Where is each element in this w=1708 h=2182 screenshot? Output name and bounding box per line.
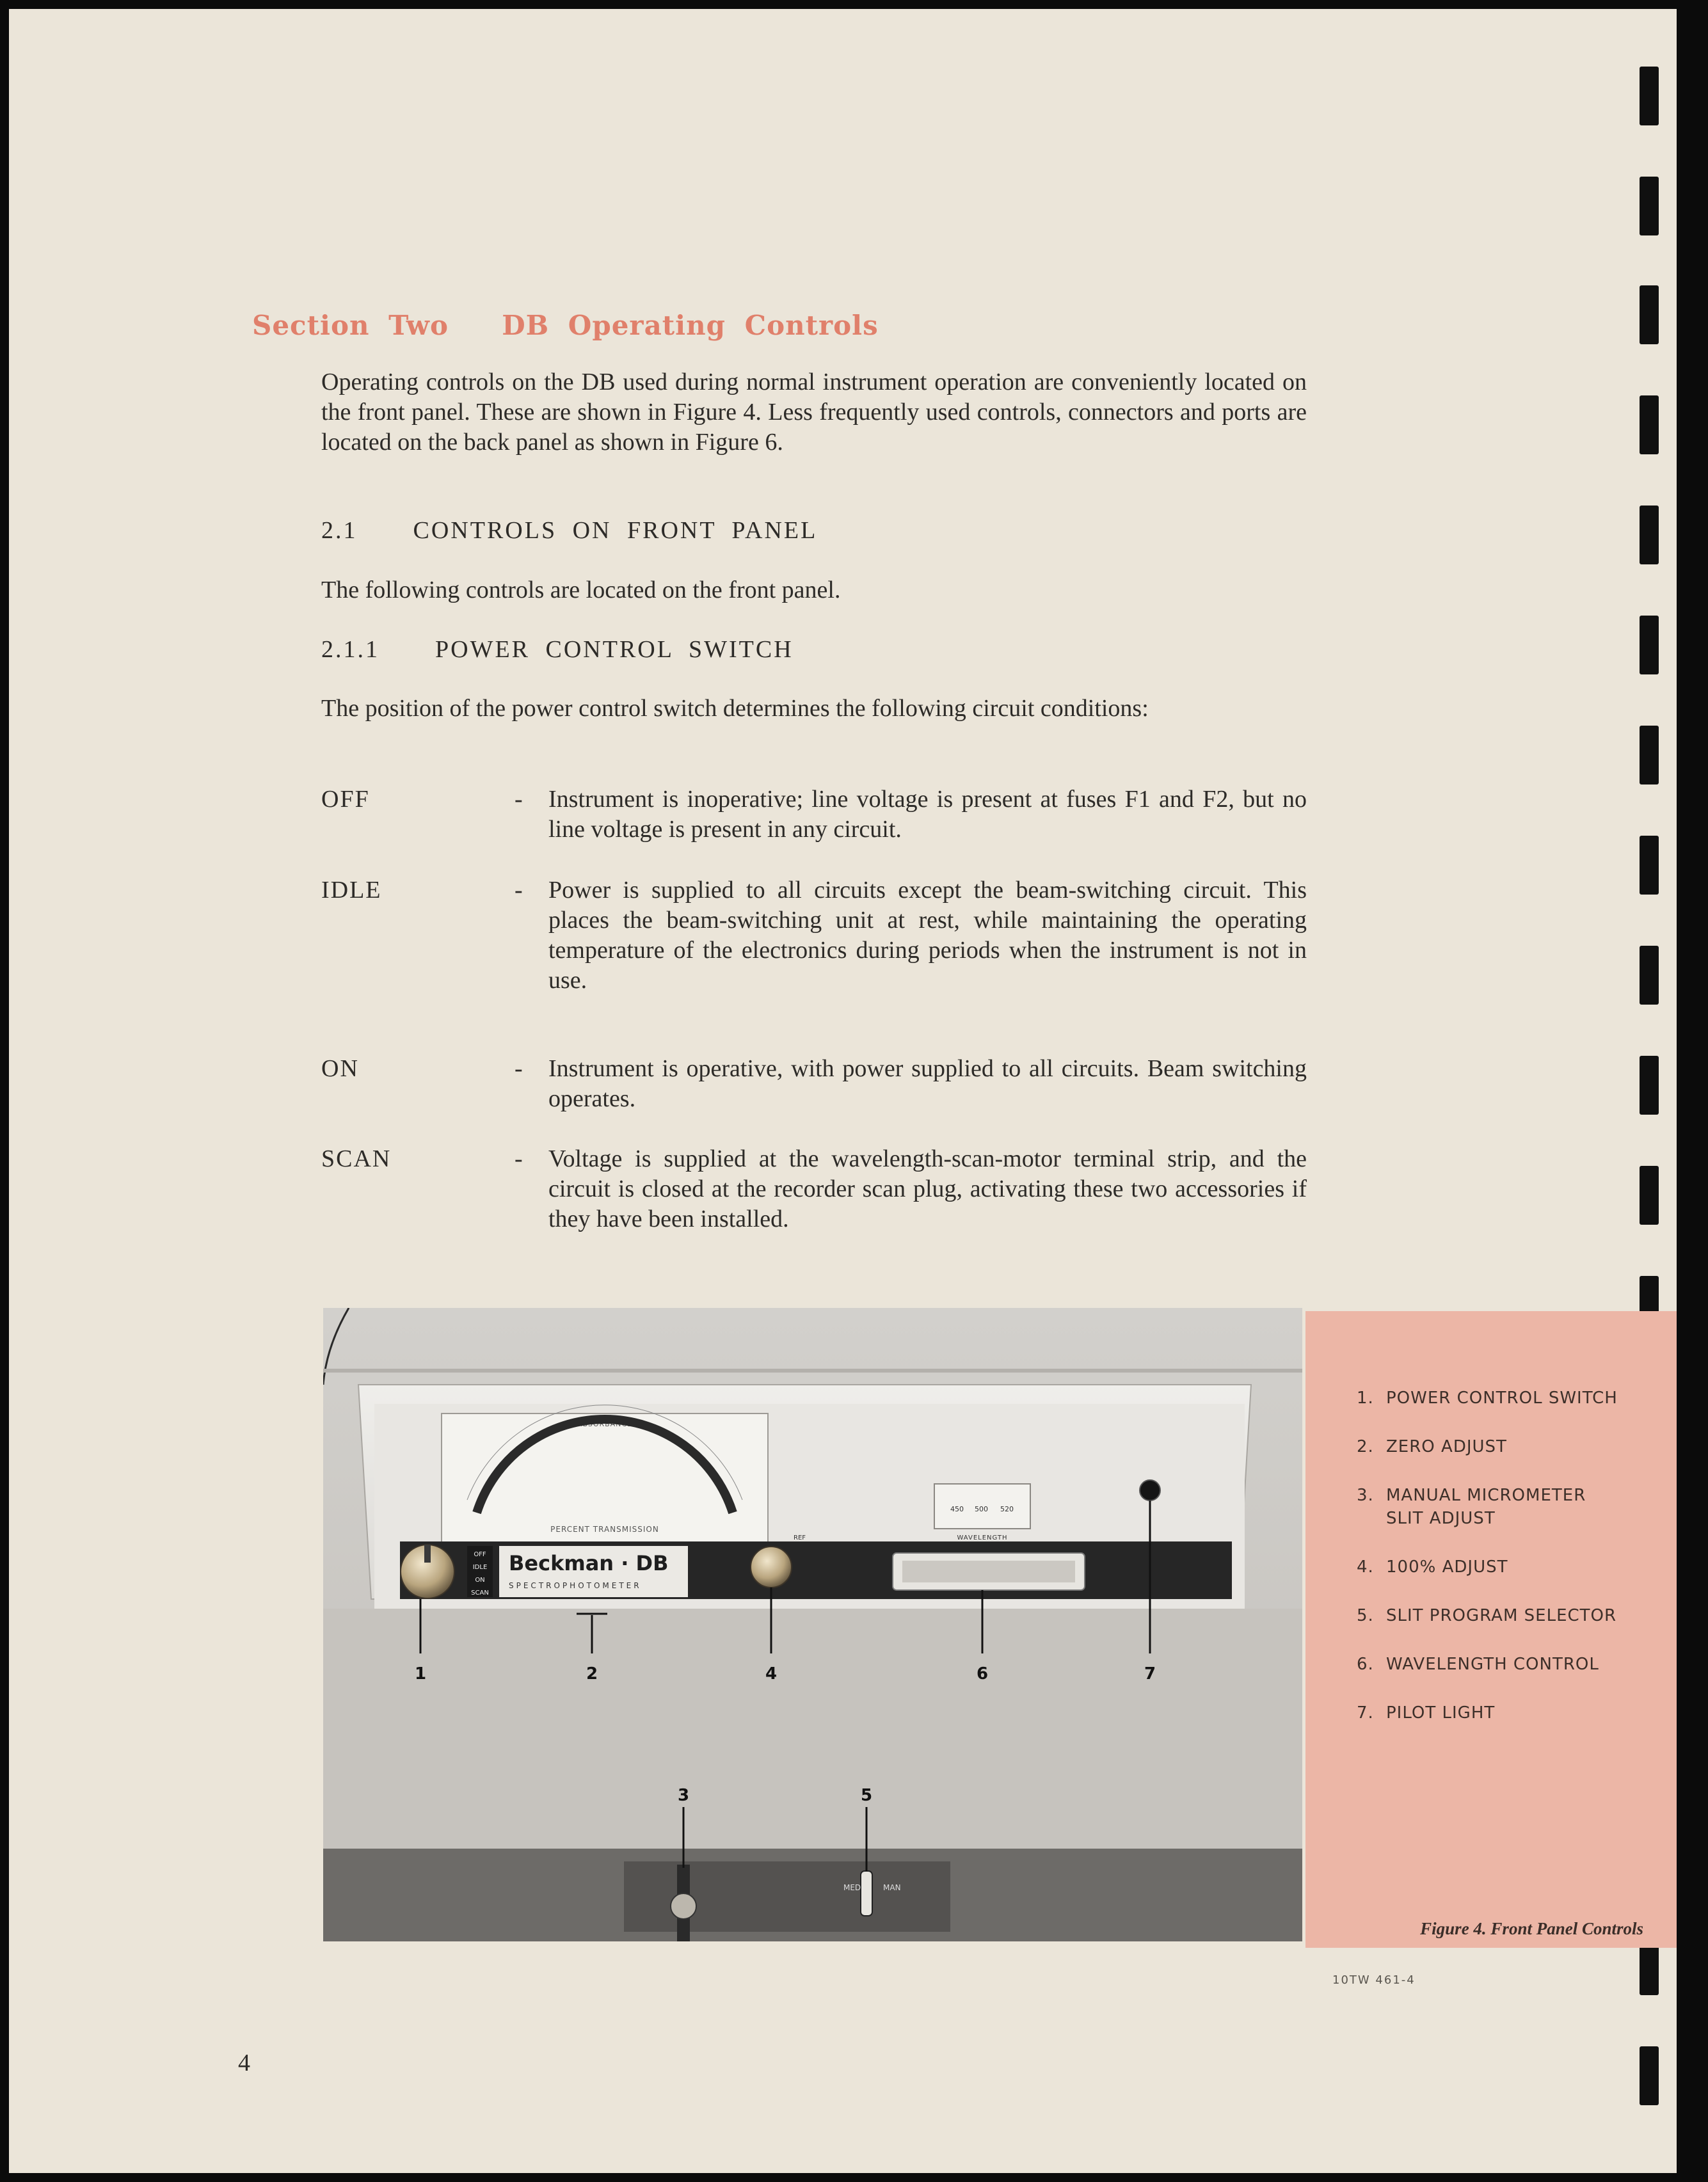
condition-dash: - xyxy=(515,877,523,904)
subsection-2-1-heading xyxy=(321,516,817,546)
legend-list xyxy=(1357,1387,1618,1750)
wl-number: 500 xyxy=(975,1505,988,1513)
binding-hole xyxy=(1640,1166,1659,1225)
callout-number-7: 7 xyxy=(1144,1664,1156,1684)
condition-dash: - xyxy=(515,1055,523,1082)
legend-item xyxy=(1357,1701,1618,1724)
condition-term-scan: SCAN xyxy=(321,1145,392,1172)
pilot-light xyxy=(1140,1480,1160,1501)
meter-top-label: ABSORBANCE xyxy=(577,1420,633,1428)
figure-code: 10TW 461-4 xyxy=(1332,1973,1416,1987)
legend-item xyxy=(1357,1556,1618,1579)
condition-term-off: OFF xyxy=(321,786,370,813)
condition-term-on: ON xyxy=(321,1055,359,1082)
callout-number-1: 1 xyxy=(414,1664,427,1684)
legend-item xyxy=(1357,1435,1618,1458)
callout-number-3: 3 xyxy=(677,1786,690,1805)
slit-label-med: MED xyxy=(843,1883,861,1892)
callout-number-6: 6 xyxy=(976,1664,989,1684)
switch-pos-idle: IDLE xyxy=(472,1564,488,1571)
callout-number-2: 2 xyxy=(586,1664,598,1684)
legend-label: 100% ADJUST xyxy=(1386,1557,1508,1577)
brand-name: Beckman · DB xyxy=(509,1551,669,1575)
lower-panel xyxy=(323,1609,1302,1877)
front-panel-illustration xyxy=(323,1308,1302,1941)
subsection-number: 2.1.1 xyxy=(321,636,379,663)
binding-hole xyxy=(1640,726,1659,784)
wl-label: WAVELENGTH xyxy=(957,1534,1008,1541)
subsection-title: POWER CONTROL SWITCH xyxy=(435,636,794,663)
brand-sub: SPECTROPHOTOMETER xyxy=(509,1581,642,1590)
switch-pos-off: OFF xyxy=(474,1551,486,1558)
legend-label: MANUAL MICROMETER SLIT ADJUST xyxy=(1386,1486,1586,1528)
condition-desc-idle: Power is supplied to all circuits except the beam-switching circuit. This places the beam-switching unit at rest, while maintaining the operating temperature of the electronics during periods when the instrument is not in use. xyxy=(548,877,1307,994)
wl-number: 450 xyxy=(950,1505,964,1513)
legend-item xyxy=(1357,1653,1618,1676)
condition-term-idle: IDLE xyxy=(321,877,382,904)
legend-number: 5. xyxy=(1357,1606,1374,1625)
legend-item xyxy=(1357,1604,1618,1627)
slit-label-man: MAN xyxy=(883,1883,901,1892)
binding-hole xyxy=(1640,946,1659,1005)
condition-dash: - xyxy=(515,1145,523,1172)
legend-label: WAVELENGTH CONTROL xyxy=(1386,1655,1599,1674)
slit-program-selector xyxy=(861,1871,872,1916)
subsection-title: CONTROLS ON FRONT PANEL xyxy=(413,517,818,544)
switch-pos-on: ON xyxy=(475,1577,485,1584)
front-panel-photo xyxy=(323,1308,1302,1941)
binding-hole xyxy=(1640,395,1659,454)
binding-hole xyxy=(1640,836,1659,895)
binding-hole xyxy=(1640,616,1659,674)
legend-number: 6. xyxy=(1357,1655,1374,1674)
base-recess xyxy=(624,1861,950,1932)
page-number: 4 xyxy=(238,2050,250,2076)
legend-label: ZERO ADJUST xyxy=(1386,1437,1507,1456)
legend-item xyxy=(1357,1484,1591,1530)
section-heading xyxy=(252,310,879,341)
legend-label: POWER CONTROL SWITCH xyxy=(1386,1389,1618,1408)
legend-label: PILOT LIGHT xyxy=(1386,1703,1496,1723)
section-title: DB Operating Controls xyxy=(502,310,879,341)
legend-number: 2. xyxy=(1357,1437,1374,1456)
knob-pointer xyxy=(424,1545,431,1563)
subsection-number: 2.1 xyxy=(321,517,358,544)
section-label: Section Two xyxy=(252,310,449,341)
figure-caption: Figure 4. Front Panel Controls xyxy=(1420,1919,1643,1938)
drum-face xyxy=(902,1561,1075,1582)
callout-number-5: 5 xyxy=(860,1786,873,1805)
legend-number: 7. xyxy=(1357,1703,1374,1723)
subsection-2-1-1-heading xyxy=(321,635,794,665)
manual-page xyxy=(9,9,1677,2173)
condition-desc-on: Instrument is operative, with power supplied to all circuits. Beam switching operates. xyxy=(548,1055,1307,1112)
top-trim xyxy=(323,1369,1302,1373)
binding-hole xyxy=(1640,177,1659,235)
binding-hole xyxy=(1640,506,1659,564)
legend-item xyxy=(1357,1387,1618,1410)
ref-label: REF xyxy=(794,1534,806,1541)
condition-desc-scan: Voltage is supplied at the wavelength-scan-motor terminal strip, and the circuit is closed at the recorder scan plug, activating these two accessories if they have been installed. xyxy=(548,1145,1307,1232)
binding-hole xyxy=(1640,67,1659,125)
subsection-2-1-text: The following controls are located on the front panel. xyxy=(321,577,841,603)
meter-bottom-label: PERCENT TRANSMISSION xyxy=(550,1525,659,1534)
condition-desc-off: Instrument is inoperative; line voltage is present at fuses F1 and F2, but no line voltage is present in any circuit. xyxy=(548,786,1307,843)
micrometer-slit-adjust xyxy=(671,1893,696,1919)
legend-number: 3. xyxy=(1357,1486,1374,1505)
figure-legend-panel xyxy=(1305,1311,1677,1948)
wl-number: 520 xyxy=(1000,1505,1014,1513)
callout-number-4: 4 xyxy=(765,1664,778,1684)
binding-hole xyxy=(1640,2046,1659,2105)
subsection-2-1-1-text: The position of the power control switch determines the following circuit conditions: xyxy=(321,695,1149,722)
condition-dash: - xyxy=(515,786,523,813)
adjust-100-knob xyxy=(751,1547,792,1588)
binding-hole xyxy=(1640,1056,1659,1115)
intro-paragraph: Operating controls on the DB used during normal instrument operation are conveniently located on the front panel. These are shown in Figure 4. Less frequently used controls, connectors and ports are located on the back panel as shown in Figure 6. xyxy=(321,369,1307,456)
switch-pos-scan: SCAN xyxy=(471,1589,489,1597)
legend-number: 4. xyxy=(1357,1557,1374,1577)
legend-label: SLIT PROGRAM SELECTOR xyxy=(1386,1606,1617,1625)
binding-hole xyxy=(1640,285,1659,344)
legend-number: 1. xyxy=(1357,1389,1374,1408)
